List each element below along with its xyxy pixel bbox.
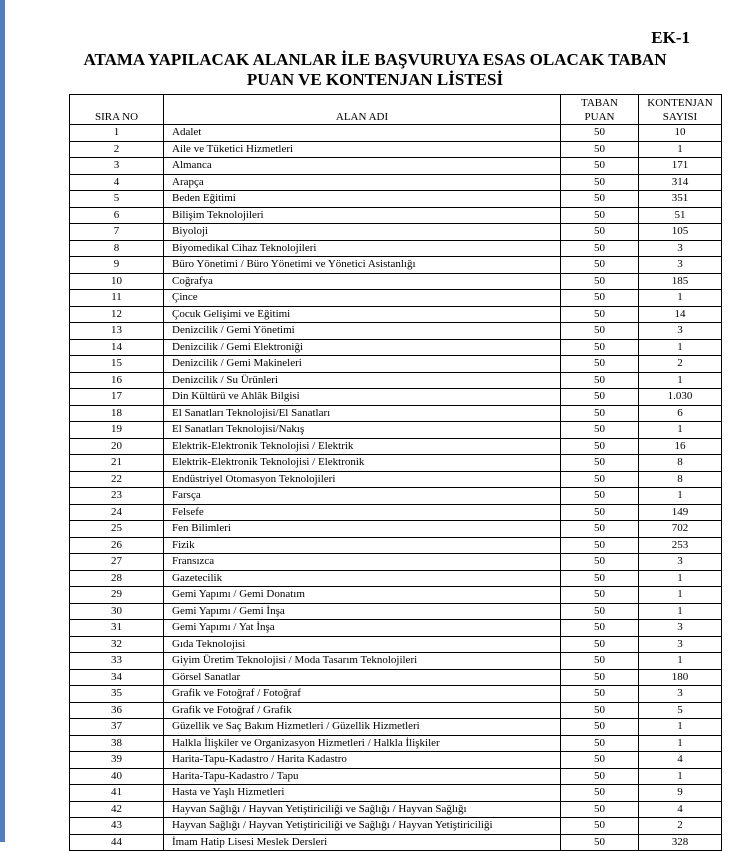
- row-kontenjan: 149: [639, 504, 722, 521]
- table-row: [70, 405, 722, 422]
- row-kontenjan: 51: [639, 207, 722, 224]
- row-sira-no: 24: [70, 504, 164, 521]
- table-row: [70, 257, 722, 274]
- header-kontenjan-line2: SAYISI: [662, 111, 698, 123]
- row-taban-puan: 50: [561, 224, 639, 241]
- row-taban-puan: 50: [561, 389, 639, 406]
- row-alan-adi: Adalet: [164, 125, 561, 142]
- table-row: [70, 818, 722, 835]
- table-row: [70, 455, 722, 472]
- header-kontenjan-line1: KONTENJAN: [647, 97, 713, 109]
- row-kontenjan: 1: [639, 290, 722, 307]
- row-alan-adi: Biyomedikal Cihaz Teknolojileri: [164, 240, 561, 257]
- row-taban-puan: 50: [561, 603, 639, 620]
- table-row: [70, 273, 722, 290]
- row-alan-adi: Denizcilik / Su Ürünleri: [164, 372, 561, 389]
- table-row: [70, 158, 722, 175]
- row-kontenjan: 1: [639, 587, 722, 604]
- row-kontenjan: 1: [639, 422, 722, 439]
- row-taban-puan: 50: [561, 521, 639, 538]
- row-sira-no: 34: [70, 669, 164, 686]
- row-sira-no: 43: [70, 818, 164, 835]
- row-sira-no: 5: [70, 191, 164, 208]
- row-sira-no: 39: [70, 752, 164, 769]
- row-kontenjan: 3: [639, 686, 722, 703]
- table-row: [70, 686, 722, 703]
- row-alan-adi: Beden Eğitimi: [164, 191, 561, 208]
- row-kontenjan: 1: [639, 488, 722, 505]
- table-row: [70, 620, 722, 637]
- row-alan-adi: Felsefe: [164, 504, 561, 521]
- table-row: [70, 372, 722, 389]
- row-kontenjan: 3: [639, 636, 722, 653]
- row-alan-adi: Gazetecilik: [164, 570, 561, 587]
- row-sira-no: 20: [70, 438, 164, 455]
- row-taban-puan: 50: [561, 323, 639, 340]
- row-kontenjan: 14: [639, 306, 722, 323]
- row-kontenjan: 185: [639, 273, 722, 290]
- row-sira-no: 14: [70, 339, 164, 356]
- row-taban-puan: 50: [561, 240, 639, 257]
- row-alan-adi: Din Kültürü ve Ahlâk Bilgisi: [164, 389, 561, 406]
- header-kontenjan: [639, 95, 722, 125]
- row-alan-adi: İmam Hatip Lisesi Meslek Dersleri: [164, 834, 561, 851]
- row-sira-no: 15: [70, 356, 164, 373]
- row-taban-puan: 50: [561, 488, 639, 505]
- row-alan-adi: Denizcilik / Gemi Makineleri: [164, 356, 561, 373]
- row-taban-puan: 50: [561, 735, 639, 752]
- row-sira-no: 25: [70, 521, 164, 538]
- table-row: [70, 587, 722, 604]
- row-sira-no: 8: [70, 240, 164, 257]
- row-taban-puan: 50: [561, 141, 639, 158]
- row-sira-no: 41: [70, 785, 164, 802]
- row-taban-puan: 50: [561, 834, 639, 851]
- row-alan-adi: El Sanatları Teknolojisi/El Sanatları: [164, 405, 561, 422]
- table-row: [70, 488, 722, 505]
- row-alan-adi: Bilişim Teknolojileri: [164, 207, 561, 224]
- row-kontenjan: 8: [639, 455, 722, 472]
- row-sira-no: 1: [70, 125, 164, 142]
- row-sira-no: 12: [70, 306, 164, 323]
- row-taban-puan: 50: [561, 554, 639, 571]
- table-row: [70, 570, 722, 587]
- table-row: [70, 323, 722, 340]
- row-taban-puan: 50: [561, 422, 639, 439]
- row-sira-no: 22: [70, 471, 164, 488]
- header-taban-line1: TABAN: [580, 97, 618, 109]
- row-sira-no: 30: [70, 603, 164, 620]
- row-sira-no: 4: [70, 174, 164, 191]
- row-taban-puan: 50: [561, 801, 639, 818]
- row-alan-adi: Fen Bilimleri: [164, 521, 561, 538]
- row-taban-puan: 50: [561, 702, 639, 719]
- table-row: [70, 752, 722, 769]
- row-kontenjan: 1: [639, 768, 722, 785]
- table-row: [70, 504, 722, 521]
- row-sira-no: 42: [70, 801, 164, 818]
- row-taban-puan: 50: [561, 191, 639, 208]
- row-sira-no: 19: [70, 422, 164, 439]
- row-alan-adi: Denizcilik / Gemi Elektroniği: [164, 339, 561, 356]
- row-alan-adi: Denizcilik / Gemi Yönetimi: [164, 323, 561, 340]
- table-header: [70, 95, 722, 125]
- row-alan-adi: Hayvan Sağlığı / Hayvan Yetiştiriciliği ve Sağlığı / Hayvan Yetiştiriciliği: [164, 818, 561, 835]
- row-sira-no: 3: [70, 158, 164, 175]
- row-kontenjan: 1: [639, 570, 722, 587]
- row-kontenjan: 1.030: [639, 389, 722, 406]
- row-taban-puan: 50: [561, 405, 639, 422]
- row-kontenjan: 3: [639, 240, 722, 257]
- annex-code: EK-1: [651, 28, 690, 47]
- row-sira-no: 9: [70, 257, 164, 274]
- table-row: [70, 389, 722, 406]
- row-kontenjan: 3: [639, 257, 722, 274]
- row-kontenjan: 6: [639, 405, 722, 422]
- row-alan-adi: Güzellik ve Saç Bakım Hizmetleri / Güzellik Hizmetleri: [164, 719, 561, 736]
- row-kontenjan: 2: [639, 356, 722, 373]
- row-alan-adi: Görsel Sanatlar: [164, 669, 561, 686]
- row-alan-adi: Biyoloji: [164, 224, 561, 241]
- page-edge-bar: [0, 0, 5, 842]
- row-sira-no: 26: [70, 537, 164, 554]
- table-row: [70, 306, 722, 323]
- row-sira-no: 28: [70, 570, 164, 587]
- title-line-1: ATAMA YAPILACAK ALANLAR İLE BAŞVURUYA ESAS OLACAK TABAN: [83, 50, 667, 69]
- row-sira-no: 6: [70, 207, 164, 224]
- row-taban-puan: 50: [561, 455, 639, 472]
- row-alan-adi: Aile ve Tüketici Hizmetleri: [164, 141, 561, 158]
- row-taban-puan: 50: [561, 570, 639, 587]
- row-alan-adi: Coğrafya: [164, 273, 561, 290]
- table-row: [70, 207, 722, 224]
- row-taban-puan: 50: [561, 471, 639, 488]
- row-sira-no: 16: [70, 372, 164, 389]
- row-alan-adi: Harita-Tapu-Kadastro / Tapu: [164, 768, 561, 785]
- row-alan-adi: Almanca: [164, 158, 561, 175]
- row-sira-no: 23: [70, 488, 164, 505]
- table-row: [70, 141, 722, 158]
- row-kontenjan: 1: [639, 653, 722, 670]
- row-taban-puan: 50: [561, 504, 639, 521]
- row-alan-adi: Harita-Tapu-Kadastro / Harita Kadastro: [164, 752, 561, 769]
- row-kontenjan: 351: [639, 191, 722, 208]
- row-kontenjan: 3: [639, 554, 722, 571]
- table-row: [70, 653, 722, 670]
- row-kontenjan: 1: [639, 339, 722, 356]
- row-kontenjan: 702: [639, 521, 722, 538]
- row-sira-no: 7: [70, 224, 164, 241]
- row-taban-puan: 50: [561, 587, 639, 604]
- row-sira-no: 17: [70, 389, 164, 406]
- row-kontenjan: 4: [639, 801, 722, 818]
- table-row: [70, 240, 722, 257]
- table-row: [70, 125, 722, 142]
- row-taban-puan: 50: [561, 653, 639, 670]
- row-sira-no: 31: [70, 620, 164, 637]
- row-kontenjan: 3: [639, 323, 722, 340]
- table-row: [70, 356, 722, 373]
- row-alan-adi: Fizik: [164, 537, 561, 554]
- table-row: [70, 603, 722, 620]
- row-taban-puan: 50: [561, 372, 639, 389]
- row-alan-adi: Fransızca: [164, 554, 561, 571]
- row-sira-no: 37: [70, 719, 164, 736]
- row-alan-adi: Farsça: [164, 488, 561, 505]
- table-row: [70, 834, 722, 851]
- row-taban-puan: 50: [561, 339, 639, 356]
- row-kontenjan: 10: [639, 125, 722, 142]
- row-taban-puan: 50: [561, 306, 639, 323]
- row-kontenjan: 9: [639, 785, 722, 802]
- row-kontenjan: 105: [639, 224, 722, 241]
- row-taban-puan: 50: [561, 290, 639, 307]
- row-taban-puan: 50: [561, 537, 639, 554]
- row-kontenjan: 5: [639, 702, 722, 719]
- row-alan-adi: Grafik ve Fotoğraf / Grafik: [164, 702, 561, 719]
- row-alan-adi: Çince: [164, 290, 561, 307]
- row-kontenjan: 8: [639, 471, 722, 488]
- row-kontenjan: 3: [639, 620, 722, 637]
- row-taban-puan: 50: [561, 818, 639, 835]
- table-row: [70, 554, 722, 571]
- quota-table: [69, 94, 722, 851]
- table-row: [70, 702, 722, 719]
- row-alan-adi: Elektrik-Elektronik Teknolojisi / Elektrik: [164, 438, 561, 455]
- row-sira-no: 36: [70, 702, 164, 719]
- table-row: [70, 537, 722, 554]
- header-taban-line2: PUAN: [584, 111, 615, 123]
- row-kontenjan: 2: [639, 818, 722, 835]
- table-row: [70, 224, 722, 241]
- row-alan-adi: Giyim Üretim Teknolojisi / Moda Tasarım Teknolojileri: [164, 653, 561, 670]
- row-taban-puan: 50: [561, 257, 639, 274]
- row-taban-puan: 50: [561, 273, 639, 290]
- row-sira-no: 29: [70, 587, 164, 604]
- row-sira-no: 11: [70, 290, 164, 307]
- row-taban-puan: 50: [561, 686, 639, 703]
- row-alan-adi: Gemi Yapımı / Yat İnşa: [164, 620, 561, 637]
- row-taban-puan: 50: [561, 207, 639, 224]
- row-alan-adi: Grafik ve Fotoğraf / Fotoğraf: [164, 686, 561, 703]
- title-line-2: PUAN VE KONTENJAN LİSTESİ: [246, 70, 504, 89]
- table-row: [70, 636, 722, 653]
- header-alan-adi: ALAN ADI: [164, 95, 561, 125]
- row-kontenjan: 1: [639, 719, 722, 736]
- row-alan-adi: Halkla İlişkiler ve Organizasyon Hizmetleri / Halkla İlişkiler: [164, 735, 561, 752]
- table-row: [70, 174, 722, 191]
- row-kontenjan: 314: [639, 174, 722, 191]
- row-taban-puan: 50: [561, 752, 639, 769]
- row-sira-no: 10: [70, 273, 164, 290]
- row-kontenjan: 4: [639, 752, 722, 769]
- row-taban-puan: 50: [561, 669, 639, 686]
- table-row: [70, 191, 722, 208]
- row-sira-no: 27: [70, 554, 164, 571]
- row-kontenjan: 1: [639, 141, 722, 158]
- row-alan-adi: Hasta ve Yaşlı Hizmetleri: [164, 785, 561, 802]
- row-taban-puan: 50: [561, 158, 639, 175]
- row-alan-adi: Endüstriyel Otomasyon Teknolojileri: [164, 471, 561, 488]
- row-sira-no: 33: [70, 653, 164, 670]
- table-row: [70, 768, 722, 785]
- row-taban-puan: 50: [561, 356, 639, 373]
- row-sira-no: 44: [70, 834, 164, 851]
- row-kontenjan: 1: [639, 603, 722, 620]
- row-kontenjan: 1: [639, 735, 722, 752]
- row-taban-puan: 50: [561, 719, 639, 736]
- row-alan-adi: Gıda Teknolojisi: [164, 636, 561, 653]
- row-sira-no: 35: [70, 686, 164, 703]
- row-sira-no: 13: [70, 323, 164, 340]
- row-sira-no: 32: [70, 636, 164, 653]
- row-sira-no: 38: [70, 735, 164, 752]
- document-title: [0, 50, 750, 90]
- row-alan-adi: El Sanatları Teknolojisi/Nakış: [164, 422, 561, 439]
- row-taban-puan: 50: [561, 768, 639, 785]
- row-alan-adi: Hayvan Sağlığı / Hayvan Yetiştiriciliği ve Sağlığı / Hayvan Sağlığı: [164, 801, 561, 818]
- header-taban-puan: [561, 95, 639, 125]
- table-row: [70, 339, 722, 356]
- row-taban-puan: 50: [561, 174, 639, 191]
- row-kontenjan: 16: [639, 438, 722, 455]
- table-row: [70, 719, 722, 736]
- row-kontenjan: 328: [639, 834, 722, 851]
- table-row: [70, 422, 722, 439]
- table-row: [70, 290, 722, 307]
- row-taban-puan: 50: [561, 438, 639, 455]
- row-alan-adi: Çocuk Gelişimi ve Eğitimi: [164, 306, 561, 323]
- row-sira-no: 21: [70, 455, 164, 472]
- table-row: [70, 801, 722, 818]
- table-row: [70, 471, 722, 488]
- row-sira-no: 18: [70, 405, 164, 422]
- table-row: [70, 735, 722, 752]
- row-taban-puan: 50: [561, 785, 639, 802]
- row-taban-puan: 50: [561, 620, 639, 637]
- table-row: [70, 438, 722, 455]
- row-kontenjan: 171: [639, 158, 722, 175]
- row-sira-no: 2: [70, 141, 164, 158]
- table-row: [70, 521, 722, 538]
- row-sira-no: 40: [70, 768, 164, 785]
- row-alan-adi: Gemi Yapımı / Gemi Donatım: [164, 587, 561, 604]
- row-alan-adi: Elektrik-Elektronik Teknolojisi / Elektronik: [164, 455, 561, 472]
- table-body: [70, 125, 722, 851]
- row-alan-adi: Büro Yönetimi / Büro Yönetimi ve Yönetici Asistanlığı: [164, 257, 561, 274]
- header-sira-no: SIRA NO: [70, 95, 164, 125]
- table-row: [70, 785, 722, 802]
- row-taban-puan: 50: [561, 636, 639, 653]
- row-taban-puan: 50: [561, 125, 639, 142]
- row-kontenjan: 253: [639, 537, 722, 554]
- row-alan-adi: Arapça: [164, 174, 561, 191]
- row-alan-adi: Gemi Yapımı / Gemi İnşa: [164, 603, 561, 620]
- row-kontenjan: 180: [639, 669, 722, 686]
- row-kontenjan: 1: [639, 372, 722, 389]
- table-row: [70, 669, 722, 686]
